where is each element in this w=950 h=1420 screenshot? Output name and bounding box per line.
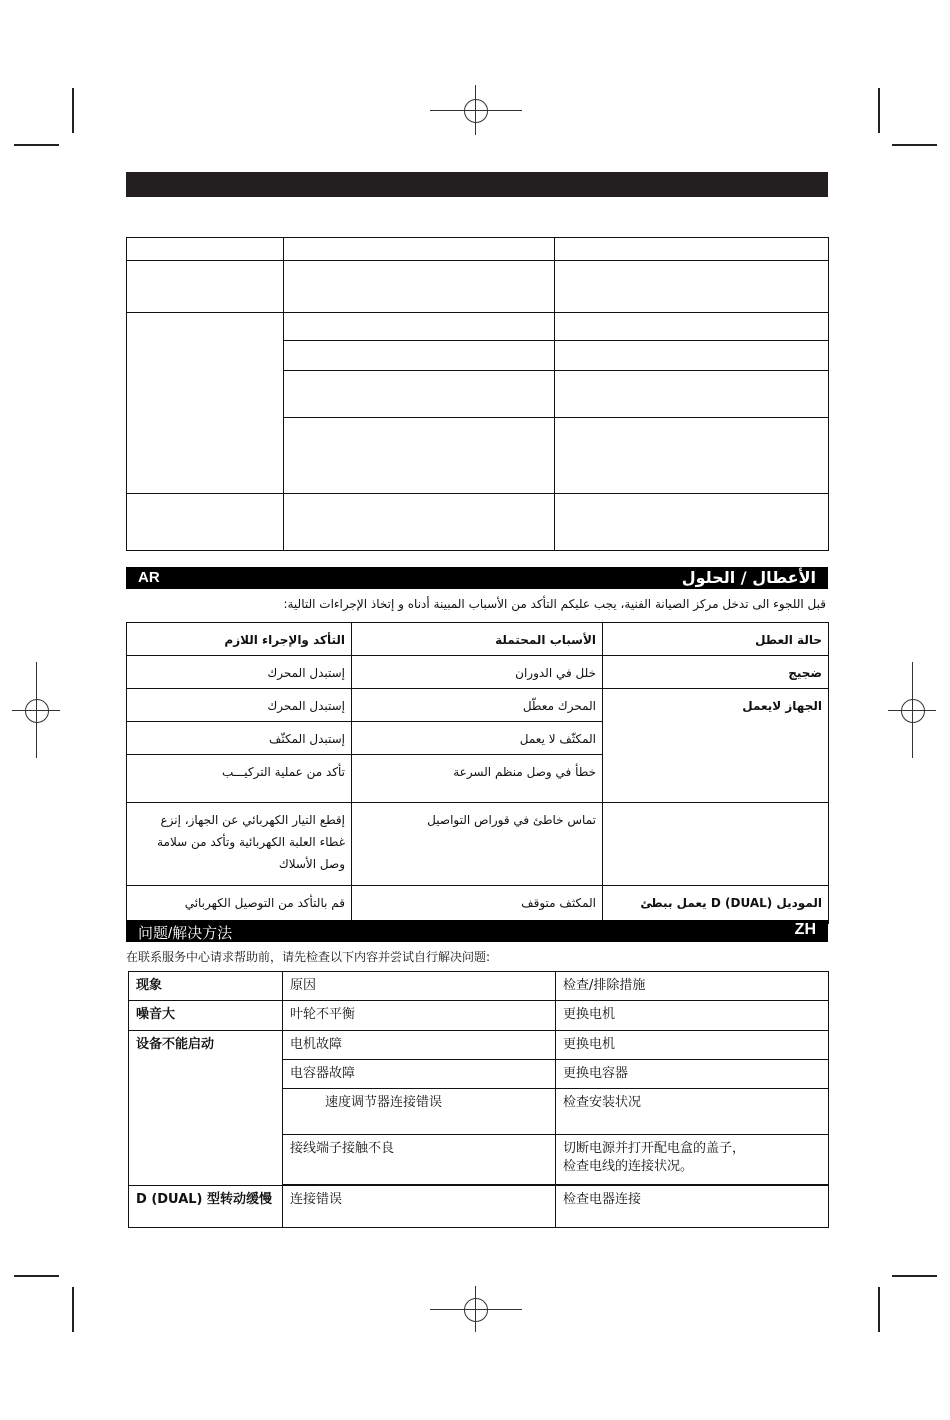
- zh-cause: 电机故障: [283, 1031, 556, 1060]
- zh-header-action: 检查/排除措施: [556, 972, 829, 1001]
- zh-symptom: D (DUAL) 型转动缓慢: [129, 1186, 283, 1228]
- zh-cause: 电容器故障: [283, 1060, 556, 1089]
- zh-cause: 接线端子接触不良: [283, 1135, 556, 1185]
- table-row: [127, 803, 829, 886]
- table-row: [127, 656, 829, 689]
- zh-section-title: 问题/解决方法: [138, 925, 233, 942]
- ar-section-title: الأعطال / الحلول: [681, 568, 816, 587]
- ar-action: قم بالتأكد من التوصيل الكهربائي: [127, 886, 352, 924]
- zh-action: 更换电容器: [556, 1060, 829, 1089]
- crop-mark: [878, 1287, 880, 1332]
- ar-cause: خطأ في وصل منظم السرعة: [352, 755, 603, 803]
- zh-header-symptom: 现象: [129, 972, 283, 1001]
- zh-section-header: [126, 920, 828, 942]
- crop-mark: [892, 144, 937, 146]
- ar-action: تأكد من عملية التركيـــب: [127, 755, 352, 803]
- zh-cause: 连接错误: [283, 1186, 556, 1228]
- zh-troubleshooting-table: [128, 971, 829, 1228]
- registration-mark-left: [12, 662, 60, 758]
- ar-cause: تماس خاطئ في قوراص التواصيل: [352, 803, 603, 886]
- registration-mark-bottom: [430, 1286, 522, 1332]
- crop-mark: [14, 144, 59, 146]
- zh-intro: 在联系服务中心请求帮助前，请先检查以下内容并尝试自行解决问题:: [126, 950, 491, 964]
- ar-cause: المكثف متوقف: [352, 886, 603, 924]
- ar-section-header: [126, 567, 828, 589]
- ar-action-multiline: [127, 803, 352, 886]
- ar-symptom: ضجيج: [603, 656, 829, 689]
- empty-table: [126, 237, 829, 551]
- zh-action-multiline: [556, 1135, 829, 1185]
- ar-action: إستبدل المكثّف: [127, 722, 352, 755]
- section-header-bar: [126, 172, 828, 197]
- table-row: [129, 1031, 829, 1060]
- table-row: [127, 689, 829, 722]
- ar-action-line: إقطع التيار الكهربائي عن الجهاز، إنزع: [160, 813, 345, 827]
- zh-action-line: 检查电线的连接状况。: [563, 1159, 694, 1174]
- ar-lang-code: AR: [138, 569, 160, 586]
- zh-symptom: 设备不能启动: [129, 1031, 283, 1186]
- ar-action-line: وصل الأسلاك: [278, 857, 345, 871]
- crop-mark: [72, 1287, 74, 1332]
- crop-mark: [14, 1275, 59, 1277]
- ar-action: إستبدل المحرك: [127, 656, 352, 689]
- ar-header-symptom: حالة العطل: [603, 623, 829, 656]
- zh-header-cause: 原因: [283, 972, 556, 1001]
- zh-cause: 叶轮不平衡: [283, 1001, 556, 1031]
- ar-header-cause: الأسباب المحتملة: [352, 623, 603, 656]
- ar-header-action: التأكد والإجراء اللازم: [127, 623, 352, 656]
- registration-mark-top: [430, 85, 522, 135]
- ar-troubleshooting-table: [126, 622, 829, 924]
- zh-action: 检查安装状况: [556, 1089, 829, 1135]
- ar-intro: قبل اللجوء الى تدخل مركز الصيانة الفنية، يجب عليكم التأكد من الأسباب المبينة أدناه و إتخاذ الإجراءات التالية:: [283, 597, 826, 611]
- ar-symptom-empty: [603, 803, 829, 886]
- ar-cause: المحرك معطّل: [352, 689, 603, 722]
- crop-mark: [72, 88, 74, 133]
- ar-symptom: الجهاز لايعمل: [603, 689, 829, 803]
- zh-symptom: 噪音大: [129, 1001, 283, 1031]
- zh-lang-code: ZH: [794, 921, 816, 938]
- ar-action: إستبدل المحرك: [127, 689, 352, 722]
- zh-action: 更换电机: [556, 1001, 829, 1031]
- ar-cause: خلل في الدوران: [352, 656, 603, 689]
- zh-action-line: 切断电源并打开配电盒的盖子，: [563, 1141, 746, 1156]
- ar-cause: المكثّف لا يعمل: [352, 722, 603, 755]
- crop-mark: [878, 88, 880, 133]
- table-row: [127, 886, 829, 924]
- zh-cause: 速度调节器连接错误: [283, 1089, 556, 1135]
- crop-mark: [892, 1275, 937, 1277]
- zh-action: 更换电机: [556, 1031, 829, 1060]
- table-row: [129, 1001, 829, 1031]
- zh-action: 检查电器连接: [556, 1186, 829, 1228]
- registration-mark-right: [888, 662, 936, 758]
- ar-action-line: غطاء العلبة الكهربائية وتأكد من سلامة: [157, 835, 345, 849]
- ar-symptom: الموديل (DUAL) D يعمل ببطئ: [603, 886, 829, 924]
- table-row: [129, 1186, 829, 1228]
